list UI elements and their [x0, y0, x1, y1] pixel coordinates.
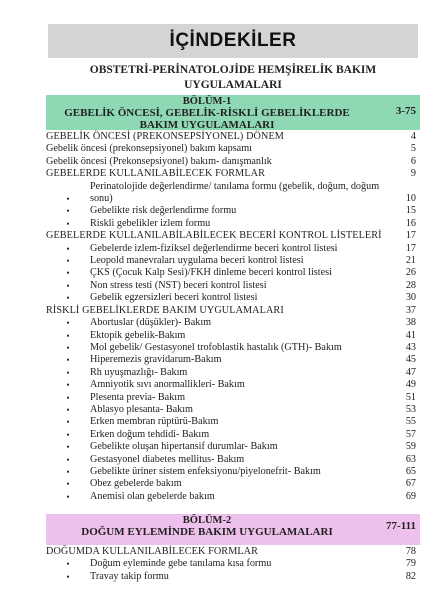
bullet-icon: •	[66, 293, 70, 304]
toc-entry[interactable]: • Ablasyo plesanta- Bakım 53	[46, 404, 418, 416]
bullet-icon: •	[66, 429, 70, 440]
toc-entry[interactable]: • Gebelikte üriner sistem enfeksiyonu/piyelonefrit- Bakım 65	[46, 466, 418, 478]
toc-entry[interactable]: • Doğum eyleminde gebe tanılama kısa formu 79	[46, 558, 418, 570]
toc-entry[interactable]: • Obez gebelerde bakım 67	[46, 478, 418, 490]
part1-title: GEBELİK ÖNCESİ, GEBELİK-RİSKLİ GEBELİKLERDE BAKIM UYGULAMALARI	[64, 107, 350, 131]
toc-entry[interactable]: RİSKLİ GEBELİKLERDE BAKIM UYGULAMALARI 37	[46, 304, 416, 316]
part2-title: DOĞUM EYLEMİNDE BAKIM UYGULAMALARI	[81, 526, 333, 538]
bullet-icon: •	[66, 280, 70, 291]
title-bar	[48, 24, 418, 58]
main-heading: OBSTETRİ-PERİNATOLOJİDE HEMŞİRELİK BAKIM UYGULAMALARI	[89, 64, 377, 91]
part2-banner	[46, 514, 420, 545]
toc-entry[interactable]: • Rh uyuşmazlığı- Bakım 47	[46, 367, 418, 379]
bullet-icon: •	[66, 380, 70, 391]
toc-entry[interactable]: • Gebelikte risk değerlendirme formu 15	[46, 205, 418, 217]
bullet-icon: •	[66, 466, 70, 477]
toc-entry[interactable]: • Leopold manevraları uygulama beceri kontrol listesi 21	[46, 255, 418, 267]
toc-entry[interactable]: • Anemisi olan gebelerde bakım 69	[46, 491, 418, 503]
bullet-icon: •	[66, 342, 70, 353]
toc-entry[interactable]: GEBELİK ÖNCESİ (PREKONSEPSİYONEL) DÖNEM 4	[46, 131, 416, 142]
part2-pages: 77-111	[386, 520, 416, 532]
toc-entry[interactable]: • Hiperemezis gravidarum-Bakım 45	[46, 354, 418, 366]
toc-entry[interactable]: • Erken membran rüptürü-Bakım 55	[46, 416, 418, 428]
bullet-icon: •	[66, 479, 70, 490]
toc-entry[interactable]: Gebelik öncesi (prekonsepsiyonel) bakım kapsamı 5	[46, 143, 416, 155]
bullet-icon: •	[66, 571, 70, 582]
part1-pages: 3-75	[395, 105, 416, 117]
bullet-icon: •	[66, 268, 70, 279]
toc-entry[interactable]: • Ektopik gebelik-Bakım 41	[46, 330, 418, 342]
bullet-icon: •	[66, 392, 70, 403]
toc-entry[interactable]: • Gebelikte oluşan hipertansif durumlar- Bakım 59	[46, 441, 418, 453]
toc-entry[interactable]: • Erken doğum tehdidi- Bakım 57	[46, 429, 418, 441]
toc-entry[interactable]: • ÇKS (Çocuk Kalp Sesi)/FKH dinleme beceri kontrol listesi 26	[46, 267, 418, 279]
bullet-icon: •	[66, 206, 70, 217]
bullet-icon: •	[66, 194, 70, 205]
page-title: İÇİNDEKİLER	[169, 30, 297, 51]
bullet-icon: •	[66, 404, 70, 415]
bullet-icon: •	[66, 367, 70, 378]
toc-entry[interactable]: • Gebelik egzersizleri beceri kontrol listesi 30	[46, 292, 418, 304]
toc-entry[interactable]: GEBELERDE KULLANILABİLABİLECEK BECERİ KONTROL LİSTELERİ 17	[46, 230, 416, 242]
part1-label: BÖLÜM-1	[182, 96, 232, 107]
toc-entry[interactable]: • Travay takip formu 82	[46, 571, 418, 583]
bullet-icon: •	[66, 559, 70, 570]
part1-banner	[46, 95, 420, 130]
bullet-icon: •	[66, 318, 70, 329]
bullet-icon: •	[66, 491, 70, 502]
toc-entry[interactable]: • Gebelerde izlem-fiziksel değerlendirme beceri kontrol listesi 17	[46, 243, 418, 255]
bullet-icon: •	[66, 442, 70, 453]
toc-entry[interactable]: DOĞUMDA KULLANILABİLECEK FORMLAR 78	[46, 546, 416, 557]
bullet-icon: •	[66, 330, 70, 341]
toc-entry[interactable]: GEBELERDE KULLANILABİLECEK FORMLAR 9	[46, 168, 416, 180]
bullet-icon: •	[66, 256, 70, 267]
toc-entry[interactable]: • Abortuslar (düşükler)- Bakım 38	[46, 317, 418, 329]
toc-entry[interactable]: • Perinatolojide değerlendirme/ tanılama formu (gebelik, doğum, doğum sonu) 10	[46, 181, 418, 206]
toc-entry[interactable]: • Riskli gebelikler izlem formu 16	[46, 218, 418, 230]
bullet-icon: •	[66, 243, 70, 254]
bullet-icon: •	[66, 218, 70, 229]
toc-entry[interactable]: • Amniyotik sıvı anormallikleri- Bakım 49	[46, 379, 418, 391]
toc-entry[interactable]: • Plesenta previa- Bakım 51	[46, 392, 418, 404]
bullet-icon: •	[66, 355, 70, 366]
part2-label: BÖLÜM-2	[182, 515, 232, 526]
toc-part1	[46, 131, 418, 503]
bullet-icon: •	[66, 454, 70, 465]
toc-part2	[46, 546, 418, 583]
toc-entry[interactable]: • Non stress testi (NST) beceri kontrol listesi 28	[46, 280, 418, 292]
toc-entry[interactable]: Gebelik öncesi (Prekonsepsiyonel) bakım- danışmanlık 6	[46, 155, 416, 167]
toc-entry[interactable]: • Mol gebelik/ Gestasyonel trofoblastik hastalık (GTH)- Bakım 43	[46, 342, 418, 354]
bullet-icon: •	[66, 417, 70, 428]
toc-entry[interactable]: • Gestasyonel diabetes mellitus- Bakım 63	[46, 454, 418, 466]
